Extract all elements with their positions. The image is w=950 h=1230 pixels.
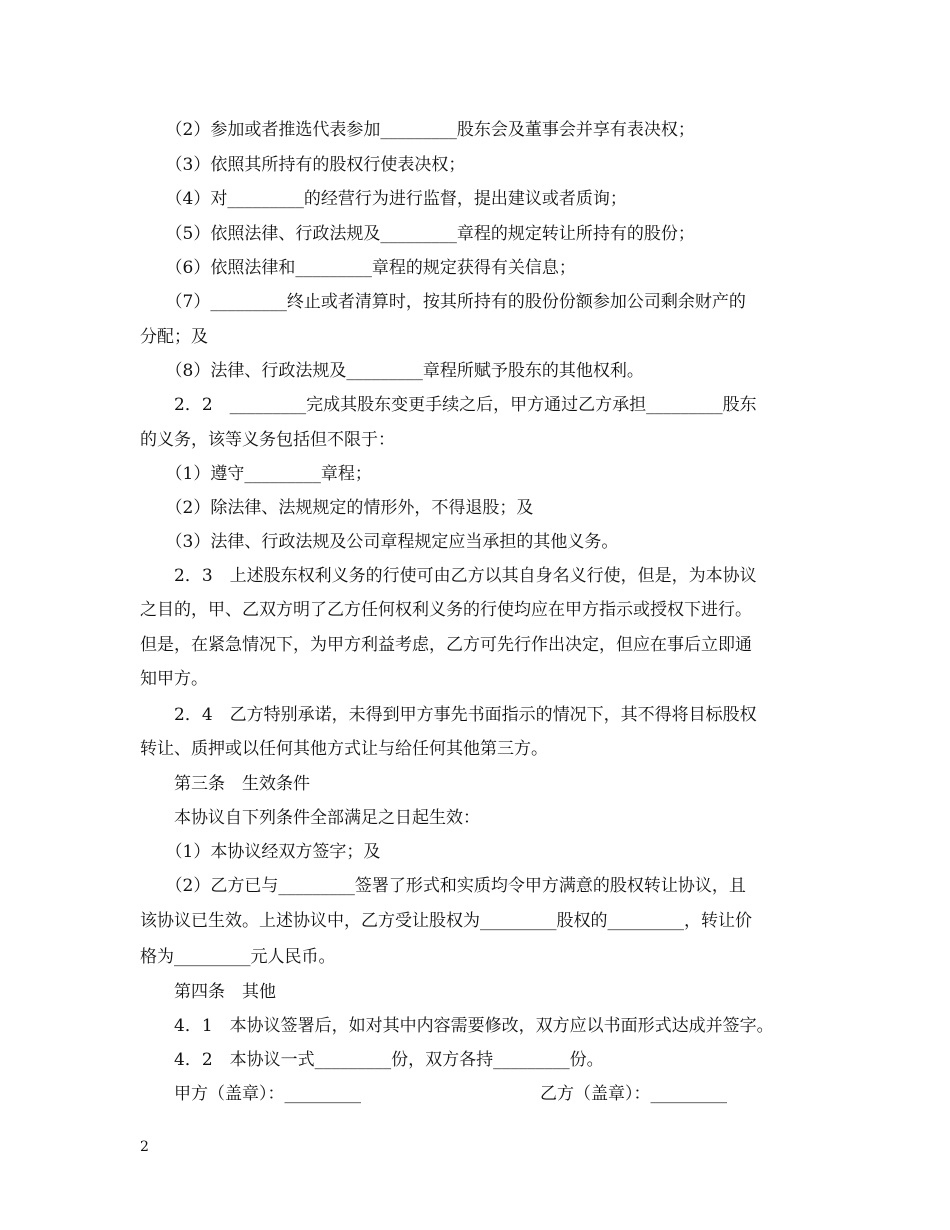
- text-line: 该协议已生效。上述协议中，乙方受让股权为_________股权的_________，转让价: [140, 911, 752, 931]
- text-line: （3）法律、行政法规及公司章程规定应当承担的其他义务。: [140, 532, 619, 552]
- text-line: 4．1 本协议签署后，如对其中内容需要修改，双方应以书面形式达成并签字。: [140, 1016, 774, 1036]
- text-line: 的义务，该等义务包括但不限于：: [140, 430, 395, 450]
- text-line: （1）本协议经双方签字；及: [140, 842, 381, 862]
- text-line: （2）参加或者推选代表参加_________股东会及董事会并享有表决权；: [140, 120, 695, 140]
- text-line: 之目的，甲、乙双方明了乙方任何权利义务的行使均应在甲方指示或授权下进行。: [140, 600, 752, 620]
- text-line: （4）对_________的经营行为进行监督，提出建议或者质询；: [140, 189, 627, 209]
- section-heading: 第四条 其他: [140, 982, 276, 1002]
- text-line: 2．3 上述股东权利义务的行使可由乙方以其自身名义行使，但是，为本协议: [140, 566, 757, 586]
- text-line: （7）_________终止或者清算时，按其所持有的股份份额参加公司剩余财产的: [140, 292, 746, 312]
- text-line: 分配；及: [140, 327, 208, 347]
- text-line: （8）法律、行政法规及_________章程所赋予股东的其他权利。: [140, 361, 644, 381]
- text-line: （2）除法律、法规规定的情形外，不得退股；及: [140, 498, 534, 518]
- text-line: （6）依照法律和_________章程的规定获得有关信息；: [140, 258, 576, 278]
- text-line: 但是，在紧急情况下，为甲方利益考虑，乙方可先行作出决定，但应在事后立即通: [140, 635, 752, 655]
- text-line: （1）遵守_________章程；: [140, 464, 372, 484]
- section-heading: 第三条 生效条件: [140, 774, 310, 794]
- text-line: 转让、质押或以任何其他方式让与给任何其他第三方。: [140, 739, 548, 759]
- page-number: 2: [140, 1139, 149, 1155]
- text-line: 本协议自下列条件全部满足之日起生效：: [140, 808, 480, 828]
- text-line: 2．4 乙方特别承诺，未得到甲方事先书面指示的情况下，其不得将目标股权: [140, 705, 757, 725]
- signature-party-a: 甲方（盖章）：_________: [140, 1084, 361, 1104]
- text-line: 2．2 _________完成其股东变更手续之后，甲方通过乙方承担_________股东: [140, 395, 757, 415]
- text-line: 4．2 本协议一式_________份，双方各持_________份。: [140, 1050, 604, 1070]
- text-line: （3）依照其所持有的股权行使表决权；: [140, 155, 466, 175]
- signature-party-b: 乙方（盖章）：_________: [540, 1084, 727, 1104]
- text-line: 格为_________元人民币。: [140, 947, 336, 967]
- text-line: （5）依照法律、行政法规及_________章程的规定转让所持有的股份；: [140, 224, 695, 244]
- text-line: （2）乙方已与_________签署了形式和实质均令甲方满意的股权转让协议，且: [140, 876, 746, 896]
- text-line: 知甲方。: [140, 669, 208, 689]
